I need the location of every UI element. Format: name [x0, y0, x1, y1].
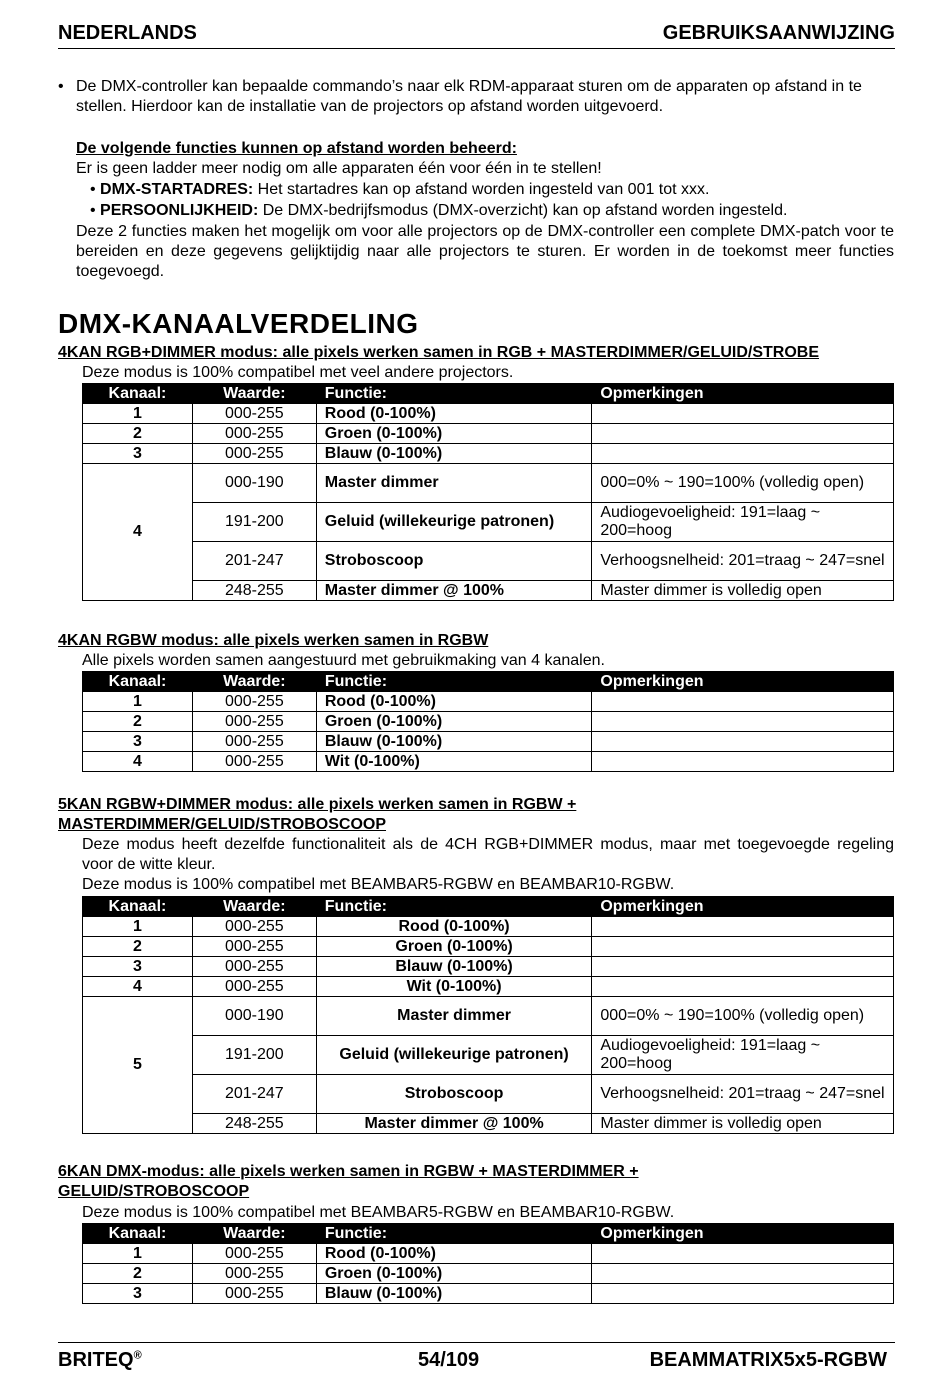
footer-brand: BRITEQ® [58, 1349, 142, 1371]
table-row: 4 000-190 Master dimmer 000=0% ~ 190=100% (volledig open) [83, 464, 894, 503]
table-row: 1 000-255 Rood (0-100%) [83, 917, 894, 937]
table-row: 3 000-255 Blauw (0-100%) [83, 957, 894, 977]
header-language: NEDERLANDS [58, 22, 197, 44]
section-title: DMX-KANAALVERDELING [58, 308, 419, 339]
table-row: 3 000-255 Blauw (0-100%) [83, 732, 894, 752]
table-row: 191-200 Geluid (willekeurige patronen) Audiogevoeligheid: 191=laag ~ 200=hoog [83, 1036, 894, 1075]
footer-model: BEAMMATRIX5x5-RGBW [649, 1349, 887, 1371]
mode-title: 4KAN RGBW modus: alle pixels werken samen in RGBW [58, 632, 489, 649]
table-row: 1 000-255 Rood (0-100%) [83, 692, 894, 712]
col-waarde: Waarde: [192, 384, 316, 404]
bullet-dot: • [58, 78, 64, 95]
mode-desc-2: Deze modus is 100% compatibel met BEAMBAR5-RGBW en BEAMBAR10-RGBW. [82, 876, 675, 893]
table-row: 201-247 Stroboscoop Verhoogsnelheid: 201=traag ~ 247=snel [83, 542, 894, 581]
col-opmerkingen: Opmerkingen [592, 384, 894, 404]
table-row: 4 000-255 Wit (0-100%) [83, 977, 894, 997]
table-row: 248-255 Master dimmer @ 100% Master dimmer is volledig open [83, 1114, 894, 1134]
dmx-table-6ch: Kanaal: Waarde: Functie: Opmerkingen 1 000-255 Rood (0-100%) 2 000-255 Groen (0-100%) 3 000-255 Blauw (0-100%) [82, 1223, 894, 1304]
functions-heading: De volgende functies kunnen op afstand worden beheerd: [76, 140, 517, 157]
dmx-table-4ch-rgb [82, 383, 894, 601]
page-number: 54/109 [418, 1349, 480, 1371]
mode-desc: Deze modus is 100% compatibel met veel andere projectors. [82, 364, 514, 381]
mode-title: 5KAN RGBW+DIMMER modus: alle pixels werken samen in RGBW + MASTERDIMMER/GELUID/STROBOSCOOP [58, 796, 577, 833]
table-row: 3 000-255 Blauw (0-100%) [83, 1284, 894, 1304]
table-row: 3 000-255 Blauw (0-100%) [83, 444, 894, 464]
mode-desc: Alle pixels worden samen aangestuurd met gebruikmaking van 4 kanalen. [82, 652, 605, 669]
list-item: • PERSOONLIJKHEID: De DMX-bedrijfsmodus (DMX-overzicht) kan op afstand worden ingesteld. [90, 202, 788, 219]
intro-bullet-text: De DMX-controller kan bepaalde commando’s naar elk RDM-apparaat sturen om de apparaten op afstand in te stellen. Hierdoor kan de installatie van de projectors op afstand worden uitgevoerd. [76, 78, 862, 115]
table-row: 2 000-255 Groen (0-100%) [83, 937, 894, 957]
col-kanaal: Kanaal: [83, 384, 193, 404]
dmx-table-5ch: Kanaal: Waarde: Functie: Opmerkingen 1 000-255 Rood (0-100%) 2 000-255 Groen (0-100%) 3 000-255 Blauw (0-100%) 4 000-255 Wit (0-100%) 5 000-190 Master dimmer 000=0% ~ 190=100% (volledig open) 191-200 Geluid (willekeurige patronen) Audiogevoeligheid: 191=laag ~ 200=hoog 201-247 Stroboscoop Verhoogsnelheid: 201=traag ~ 247=snel 248-255 Master dimmer @ 100% Master dimmer is volledig open [82, 896, 894, 1134]
mode-title: 6KAN DMX-modus: alle pixels werken samen in RGBW + MASTERDIMMER + GELUID/STROBOSCOOP [58, 1163, 639, 1200]
table-row: 201-247 Stroboscoop Verhoogsnelheid: 201=traag ~ 247=snel [83, 1075, 894, 1114]
table-row: 1 000-255 Rood (0-100%) [83, 1244, 894, 1264]
table-row: 2 000-255 Groen (0-100%) [83, 712, 894, 732]
table-row: 5 000-190 Master dimmer 000=0% ~ 190=100% (volledig open) [83, 997, 894, 1036]
table-row: 248-255 Master dimmer @ 100% Master dimmer is volledig open [83, 581, 894, 601]
table-row: 2 000-255 Groen (0-100%) [83, 424, 894, 444]
table-row: 2 000-255 Groen (0-100%) [83, 1264, 894, 1284]
ladder-text: Er is geen ladder meer nodig om alle apparaten één voor één in te stellen! [76, 160, 602, 177]
col-functie: Functie: [316, 384, 592, 404]
intro-closing: Deze 2 functies maken het mogelijk om voor alle projectors op de DMX-controller een complete DMX-patch voor te bereiden en deze gegevens gelijktijdig naar alle projectors te sturen. Er worden in de toekomst meer functies toegevoegd. [76, 223, 894, 280]
mode-desc: Deze modus is 100% compatibel met BEAMBAR5-RGBW en BEAMBAR10-RGBW. [82, 1204, 675, 1221]
table-row: 4 000-255 Wit (0-100%) [83, 752, 894, 772]
dmx-table-4ch-rgbw: Kanaal: Waarde: Functie: Opmerkingen 1 000-255 Rood (0-100%) 2 000-255 Groen (0-100%) 3 000-255 Blauw (0-100%) 4 000-255 Wit (0-100%) [82, 671, 894, 772]
table-row: 191-200 Geluid (willekeurige patronen) Audiogevoeligheid: 191=laag ~ 200=hoog [83, 503, 894, 542]
mode-title: 4KAN RGB+DIMMER modus: alle pixels werken samen in RGB + MASTERDIMMER/GELUID/STROBE [58, 344, 820, 361]
mode-desc: Deze modus heeft dezelfde functionaliteit als de 4CH RGB+DIMMER modus, maar met toegevoegde regeling voor de witte kleur. [82, 836, 894, 873]
page-header [58, 22, 895, 49]
page-footer [58, 1342, 895, 1373]
list-item: • DMX-STARTADRES: Het startadres kan op afstand worden ingesteld van 001 tot xxx. [90, 181, 710, 198]
table-row: 1 000-255 Rood (0-100%) [83, 404, 894, 424]
header-title: GEBRUIKSAANWIJZING [662, 22, 895, 44]
